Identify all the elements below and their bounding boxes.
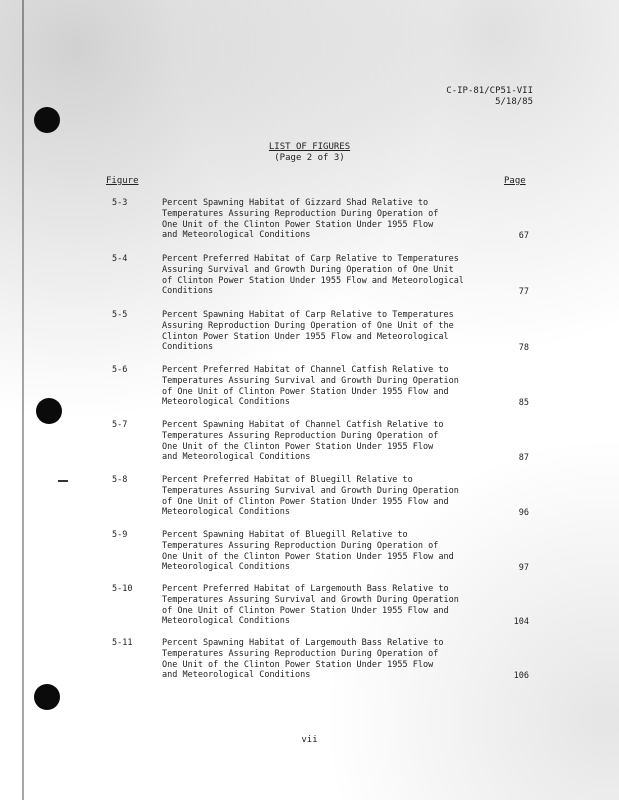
page-subtitle: (Page 2 of 3) [274, 153, 345, 163]
document-id-block [446, 86, 533, 108]
list-item [0, 638, 619, 688]
list-item [0, 365, 619, 415]
figure-title: Percent Preferred Habitat of Carp Relative to Temperatures Assuring Survival and Growth During Operation of One Unit of Clinton Power Station Under 1955 Flow and Meteorological Conditions [162, 254, 464, 297]
page-title: LIST OF FIGURES [268, 142, 351, 152]
figure-number: 5-7 [112, 420, 128, 430]
figure-page: 97 [518, 563, 529, 573]
figure-page: 96 [518, 508, 529, 518]
figure-title: Percent Spawning Habitat of Carp Relative to Temperatures Assuring Reproduction During Operation of One Unit of the Clinton Power Station Under 1955 Flow and Meteorological Conditions [162, 310, 454, 353]
list-item [0, 310, 619, 360]
figure-page: 77 [518, 287, 529, 297]
figure-page: 85 [518, 398, 529, 408]
page-number-footer: vii [301, 735, 318, 745]
list-item [0, 584, 619, 634]
figure-number: 5-8 [112, 475, 128, 485]
list-item [0, 475, 619, 525]
figure-column-header: Figure [106, 176, 139, 186]
figure-number: 5-10 [112, 584, 133, 594]
figure-number: 5-6 [112, 365, 128, 375]
figure-page: 87 [518, 453, 529, 463]
list-item [0, 198, 619, 248]
punch-hole-top [34, 107, 60, 133]
figure-page: 67 [518, 231, 529, 241]
figure-title: Percent Preferred Habitat of Bluegill Relative to Temperatures Assuring Survival and Growth During Operation of One Unit of Clinton Power Station Under 1955 Flow and Meteorological Conditions [162, 475, 459, 518]
figure-page: 78 [518, 343, 529, 353]
figure-title: Percent Preferred Habitat of Channel Catfish Relative to Temperatures Assuring Survival and Growth During Operation of One Unit of Clinton Power Station Under 1955 Flow and Meteorological Conditions [162, 365, 459, 408]
list-item [0, 420, 619, 470]
page-column-header: Page [504, 176, 526, 186]
figure-number: 5-5 [112, 310, 128, 320]
figure-title: Percent Preferred Habitat of Largemouth Bass Relative to Temperatures Assuring Survival and Growth During Operation of One Unit of Clinton Power Station Under 1955 Flow and Meteorological Conditions [162, 584, 459, 627]
figure-page: 106 [513, 671, 529, 681]
list-item [0, 530, 619, 580]
figure-number: 5-11 [112, 638, 133, 648]
figure-title: Percent Spawning Habitat of Channel Catfish Relative to Temperatures Assuring Reproduction During Operation of One Unit of the Clinton Power Station Under 1955 Flow and Meteorological Conditions [162, 420, 444, 463]
document-number: C-IP-81/CP51-VII [446, 86, 533, 96]
figure-title: Percent Spawning Habitat of Largemouth Bass Relative to Temperatures Assuring Reproduction During Operation of One Unit of the Clinton Power Station Under 1955 Flow and Meteorological Conditions [162, 638, 444, 681]
figure-title: Percent Spawning Habitat of Bluegill Relative to Temperatures Assuring Reproduction During Operation of One Unit of the Clinton Power Station Under 1955 Flow and Meteorological Conditions [162, 530, 454, 573]
list-item [0, 254, 619, 304]
figure-title: Percent Spawning Habitat of Gizzard Shad Relative to Temperatures Assuring Reproduction During Operation of One Unit of the Clinton Power Station Under 1955 Flow and Meteorological Conditions [162, 198, 439, 241]
figure-number: 5-3 [112, 198, 128, 208]
figure-page: 104 [513, 617, 529, 627]
document-date: 5/18/85 [495, 97, 533, 107]
figure-number: 5-4 [112, 254, 128, 264]
title-block [0, 142, 619, 164]
figure-number: 5-9 [112, 530, 128, 540]
